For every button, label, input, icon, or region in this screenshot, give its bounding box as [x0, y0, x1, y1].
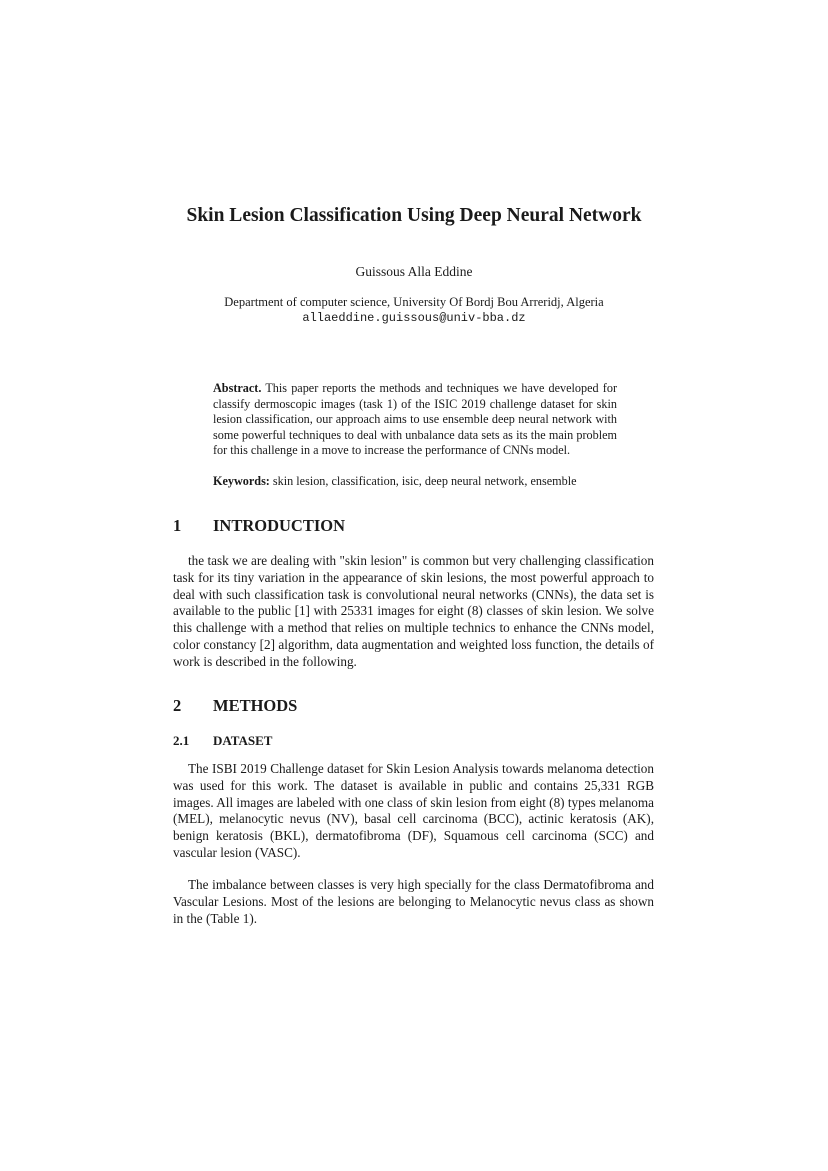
paper-title: Skin Lesion Classification Using Deep Neural Network	[186, 205, 642, 226]
subsection-heading-dataset	[173, 733, 272, 749]
keywords-text: skin lesion, classification, isic, deep neural network, ensemble	[272, 474, 577, 488]
section-title: METHODS	[213, 696, 298, 715]
section-heading-methods	[173, 696, 297, 716]
keywords	[213, 474, 617, 490]
dataset-paragraph-2: The imbalance between classes is very high specially for the class Dermatofibroma and Vascular Lesions. Most of the lesions are belonging to Melanocytic nevus class as shown in the (Table 1).	[173, 877, 654, 926]
subsection-number: 2.1	[173, 733, 190, 748]
abstract-text: This paper reports the methods and techniques we have developed for classify dermoscopic images (task 1) of the ISIC 2019 challenge dataset for skin lesion classification, our approach aims to use ensemble deep neural network with some powerful techniques to deal with unbalance data sets as its the main problem for this challenge in a move to increase the performance of CNNs model.	[213, 381, 617, 457]
section-title: INTRODUCTION	[213, 516, 346, 535]
author-email: allaeddine.guissous@univ-bba.dz	[302, 311, 526, 325]
abstract-label: Abstract.	[213, 381, 262, 395]
introduction-paragraph: the task we are dealing with "skin lesion" is common but very challenging classification task for its tiny variation in the appearance of skin lesions, the most powerful approach to deal with such classification task is convolutional neural networks (CNNs), the data set is available to the public [1] with 25331 images for eight (8) classes of skin lesion. We solve this challenge with a method that relies on multiple technics to enhance the CNNs model, color constancy [2] algorithm, data augmentation and weighted loss function, the details of work is described in the following.	[173, 553, 654, 669]
abstract	[213, 381, 617, 459]
section-number: 1	[173, 516, 182, 535]
affiliation-text: Department of computer science, University Of Bordj Bou Arreridj, Algeria	[224, 295, 604, 309]
affiliation	[0, 294, 828, 326]
section-heading-introduction	[173, 516, 345, 536]
subsection-title: DATASET	[213, 733, 273, 748]
author-name: Guissous Alla Eddine	[355, 264, 473, 279]
keywords-label: Keywords:	[213, 474, 270, 488]
section-number: 2	[173, 696, 182, 715]
dataset-paragraph-1: The ISBI 2019 Challenge dataset for Skin Lesion Analysis towards melanoma detection was used for this work. The dataset is available in public and contains 25,331 RGB images. All images are labeled with one class of skin lesion from eight (8) types melanoma (MEL), melanocytic nevus (NV), basal cell carcinoma (BCC), actinic keratosis (AK), benign keratosis (BKL), dermatofibroma (DF), Squamous cell carcinoma (SCC) and vascular lesion (VASC).	[173, 761, 654, 860]
